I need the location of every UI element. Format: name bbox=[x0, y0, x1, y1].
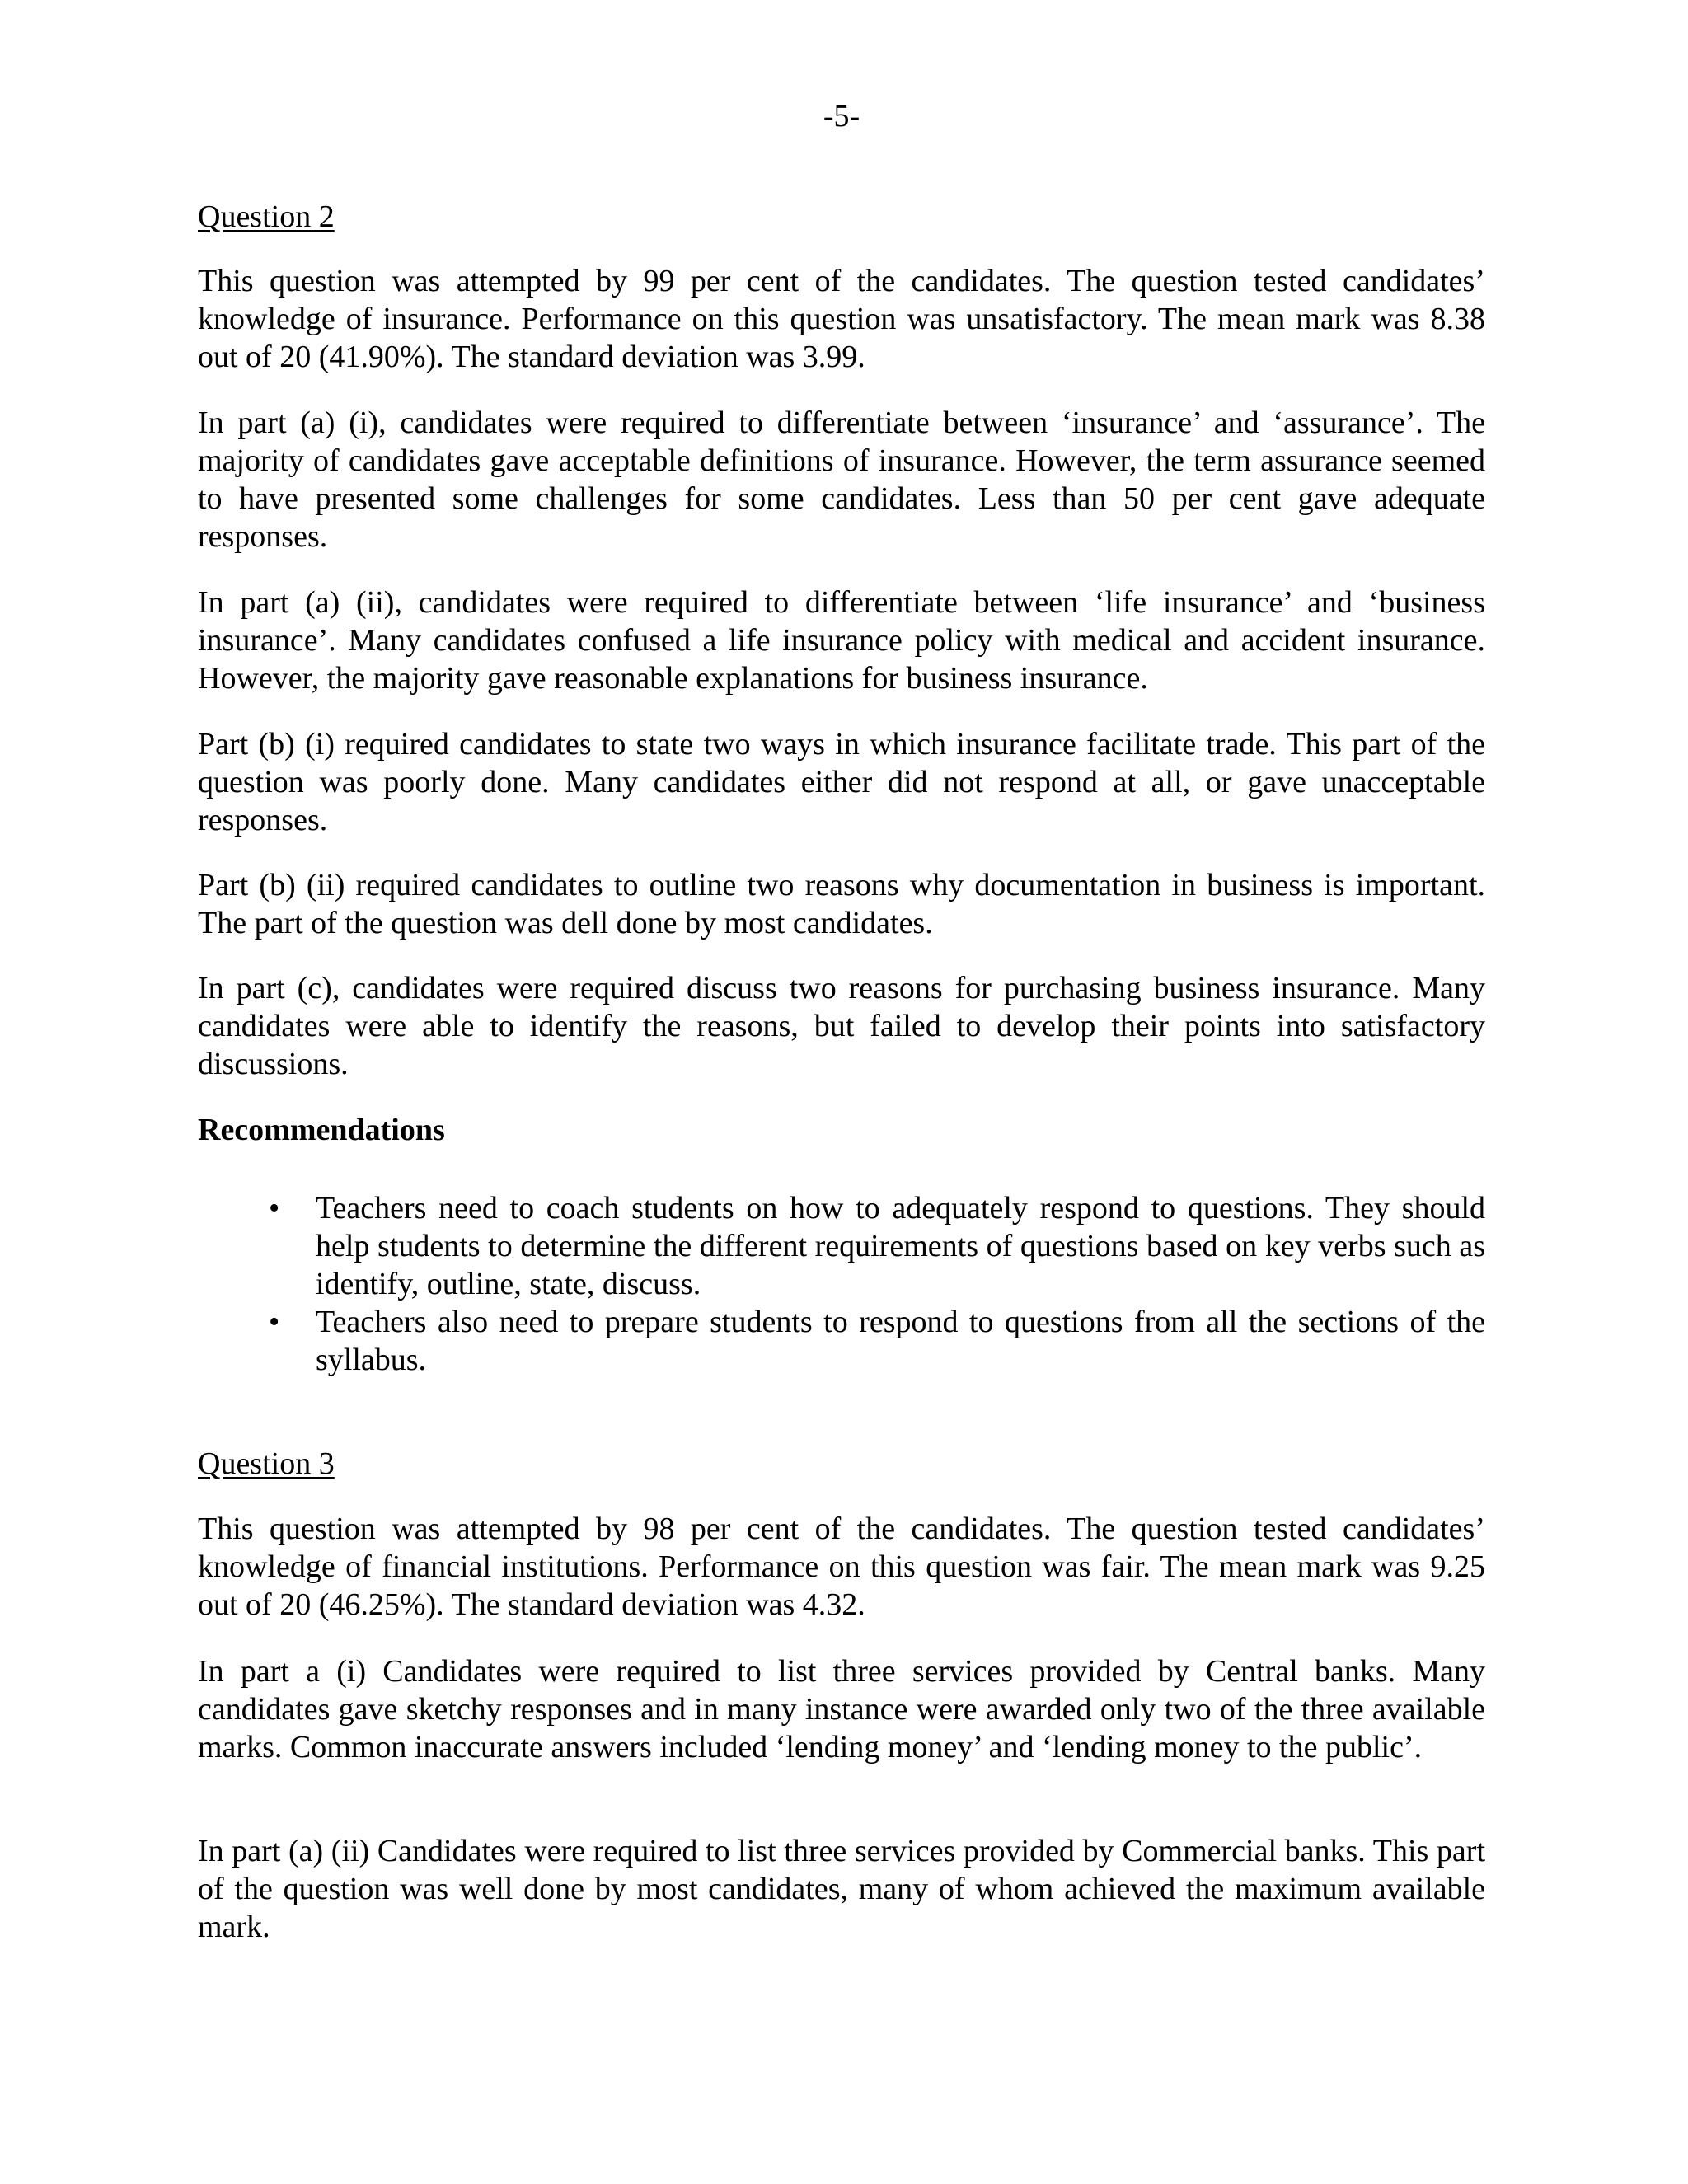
page-number: -5- bbox=[823, 99, 860, 134]
bullet-icon: • bbox=[269, 1191, 280, 1226]
question-3-heading: Question 3 bbox=[198, 1446, 335, 1481]
q2-paragraph-6: In part (c), candidates were required discuss two reasons for purchasing business insurance. Many candidates were able to identify the reasons, but failed to develop their points into satisfactory discussions. bbox=[198, 971, 1485, 1081]
q2-paragraph-1: This question was attempted by 99 per cent of the candidates. The question tested candidates’ knowledge of insurance. Performance on this question was unsatisfactory. The mean mark was 8.38 out of 20 (41.90%). The standard deviation was 3.99. bbox=[198, 264, 1485, 374]
bullet-icon: • bbox=[269, 1305, 280, 1339]
recommendation-item bbox=[198, 1189, 1485, 1303]
q2-paragraph-4: Part (b) (i) required candidates to state two ways in which insurance facilitate trade. This part of the question was poorly done. Many candidates either did not respond at all, or gave unacceptable responses. bbox=[198, 727, 1485, 837]
q3-paragraph-2: In part a (i) Candidates were required to list three services provided by Central banks. Many candidates gave sketchy responses and in many instance were awarded only two of the three available marks. Common inaccurate answers included ‘lending money’ and ‘lending money to the public’. bbox=[198, 1654, 1485, 1765]
recommendations-list bbox=[198, 1189, 1485, 1379]
q2-paragraph-5: Part (b) (ii) required candidates to outline two reasons why documentation in business is important. The part of the question was dell done by most candidates. bbox=[198, 868, 1485, 940]
q2-paragraph-3: In part (a) (ii), candidates were required to differentiate between ‘life insurance’ and ‘business insurance’. Many candidates confused a life insurance policy with medical and accident insurance. However, the majority gave reasonable explanations for business insurance. bbox=[198, 585, 1485, 696]
q2-paragraph-2: In part (a) (i), candidates were required to differentiate between ‘insurance’ and ‘assurance’. The majority of candidates gave acceptable definitions of insurance. However, the term assurance seemed to have presented some challenges for some candidates. Less than 50 per cent gave adequate responses. bbox=[198, 405, 1485, 554]
recommendations-heading: Recommendations bbox=[198, 1113, 445, 1147]
recommendation-text: Teachers also need to prepare students to respond to questions from all the sections of the syllabus. bbox=[316, 1305, 1485, 1377]
recommendation-text: Teachers need to coach students on how to adequately respond to questions. They should help students to determine the different requirements of questions based on key verbs such as identify, outline, state, discuss. bbox=[316, 1191, 1485, 1301]
recommendation-item bbox=[198, 1303, 1485, 1379]
question-2-heading: Question 2 bbox=[198, 199, 335, 234]
q3-paragraph-1: This question was attempted by 98 per cent of the candidates. The question tested candidates’ knowledge of financial institutions. Performance on this question was fair. The mean mark was 9.25 out of 20 (46.25%). The standard deviation was 4.32. bbox=[198, 1511, 1485, 1622]
q3-paragraph-3: In part (a) (ii) Candidates were required to list three services provided by Commercial banks. This part of the question was well done by most candidates, many of whom achieved the maximum available mark. bbox=[198, 1834, 1485, 1944]
